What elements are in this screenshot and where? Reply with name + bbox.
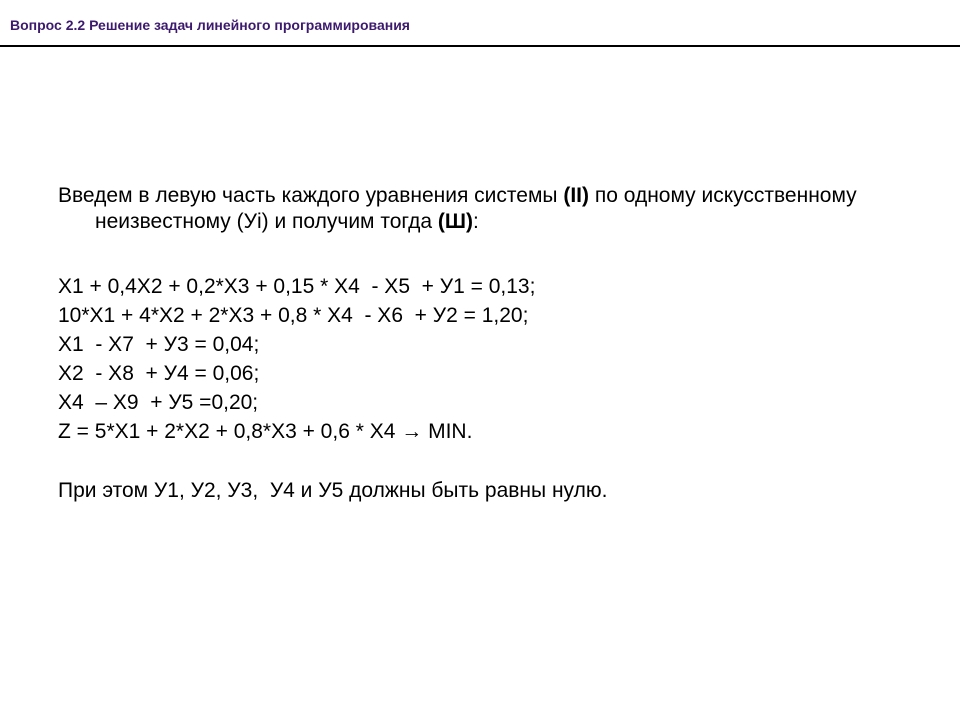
zero-condition-note: При этом У1, У2, У3, У4 и У5 должны быть равны нулю.: [58, 479, 608, 502]
intro-text-3: :: [472, 210, 479, 233]
equation-5: Х4 – Х9 + У5 =0,20;: [58, 391, 259, 414]
intro-text-2: по одному искусственному неизвестному (Уi) и получим тогда: [95, 184, 857, 233]
equation-1: Х1 + 0,4Х2 + 0,2*Х3 + 0,15 * Х4 - Х5 + У1 = 0,13;: [58, 275, 536, 298]
equation-4: Х2 - Х8 + У4 = 0,06;: [58, 362, 260, 385]
equation-3: Х1 - Х7 + У3 = 0,04;: [58, 333, 260, 356]
header-divider: [0, 45, 960, 47]
slide-content: [58, 183, 918, 505]
system-ii-label: (II): [563, 184, 589, 207]
intro-paragraph: [58, 183, 918, 235]
system-iii-label: (Ш): [437, 210, 473, 233]
equation-list: [58, 272, 918, 446]
slide-title: Вопрос 2.2 Решение задач линейного программирования: [10, 17, 410, 33]
slide-header: [0, 0, 960, 48]
intro-text-1: Введем в левую часть каждого уравнения системы: [58, 184, 564, 207]
objective-function: Z = 5*Х1 + 2*Х2 + 0,8*Х3 + 0,6 * Х4 → MIN.: [58, 420, 473, 443]
equation-2: 10*Х1 + 4*Х2 + 2*Х3 + 0,8 * Х4 - Х6 + У2 = 1,20;: [58, 304, 529, 327]
